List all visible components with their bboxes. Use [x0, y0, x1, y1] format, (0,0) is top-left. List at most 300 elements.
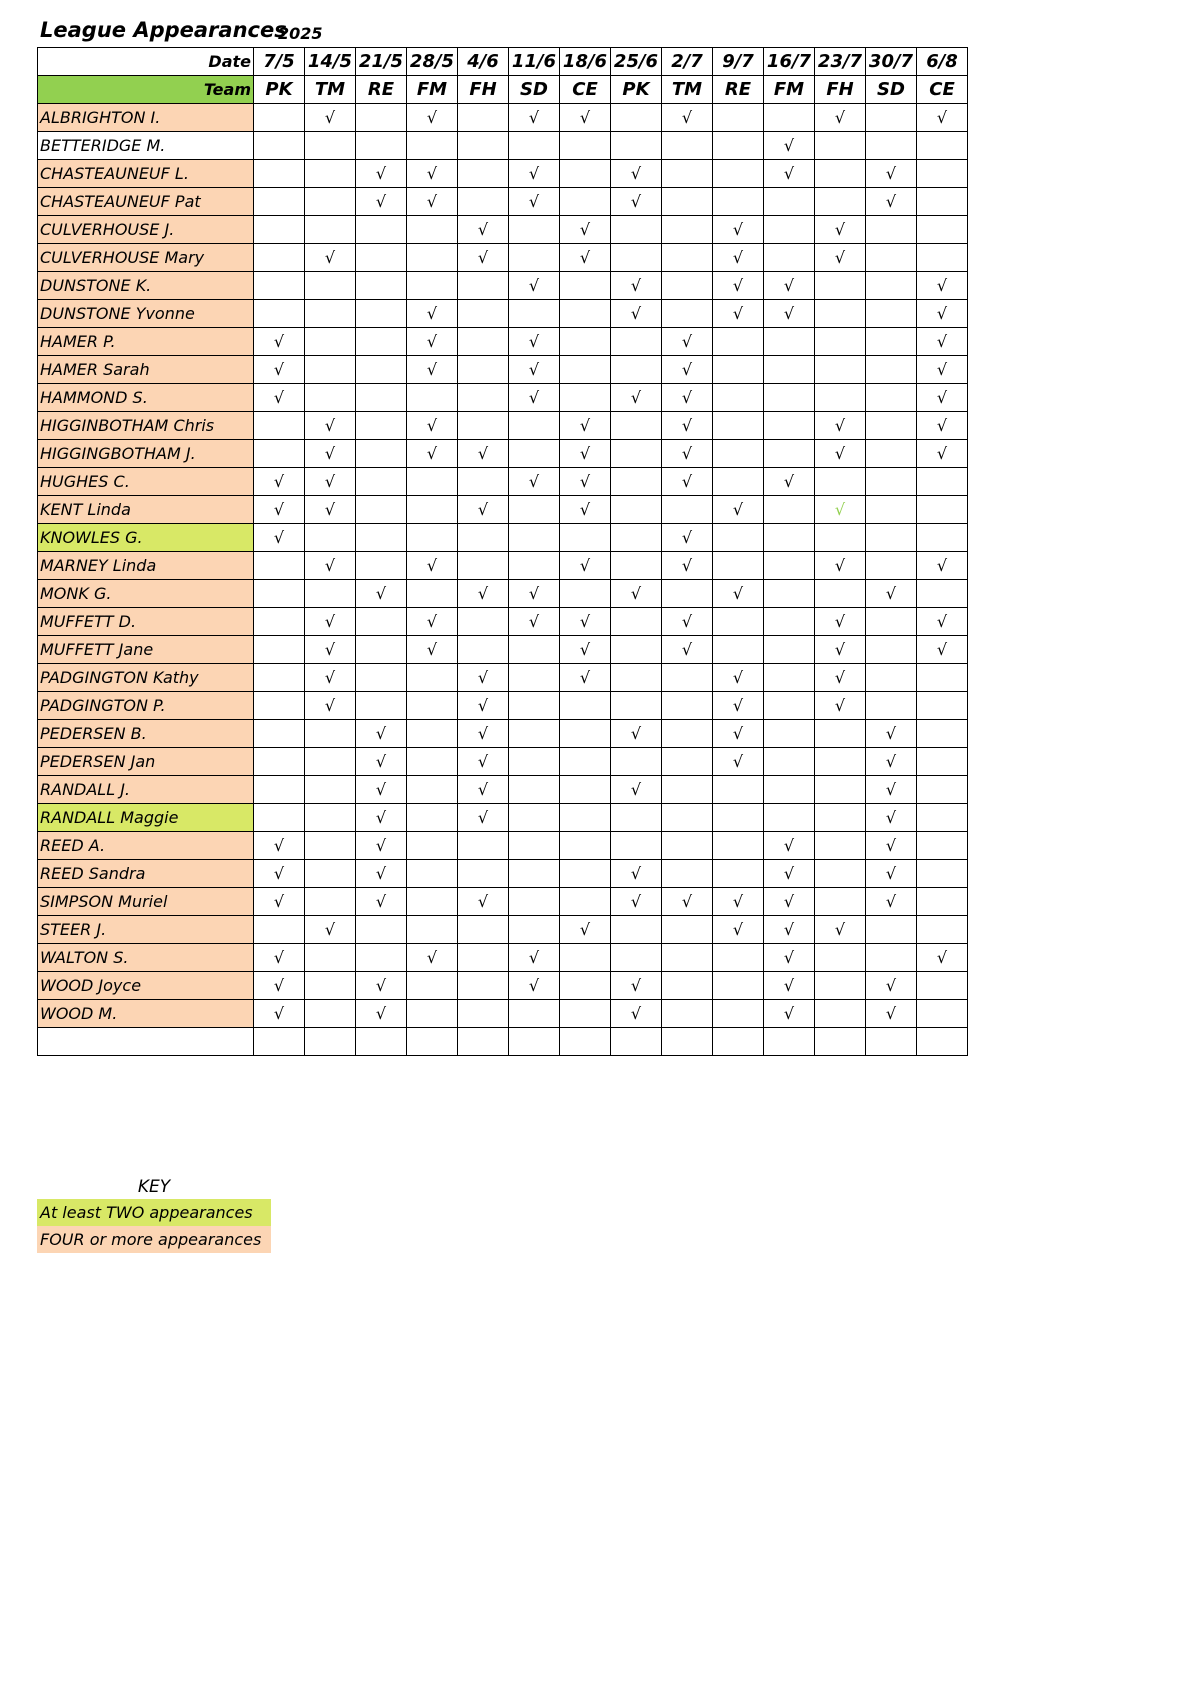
- appearance-check: √: [305, 440, 356, 468]
- player-name: KNOWLES G.: [38, 524, 254, 552]
- appearance-check: √: [815, 916, 866, 944]
- appearance-check: √: [356, 188, 407, 216]
- date-header-cell: 30/7: [866, 48, 917, 76]
- appearance-cell: [356, 524, 407, 552]
- appearance-check: √: [662, 412, 713, 440]
- appearance-cell: [254, 132, 305, 160]
- appearance-cell: [509, 888, 560, 916]
- player-name: HUGHES C.: [38, 468, 254, 496]
- appearance-check: √: [407, 104, 458, 132]
- team-header-cell: SD: [509, 76, 560, 104]
- appearance-check: √: [458, 496, 509, 524]
- appearance-check: √: [254, 972, 305, 1000]
- player-name: REED Sandra: [38, 860, 254, 888]
- appearance-cell: [356, 412, 407, 440]
- player-name: WOOD M.: [38, 1000, 254, 1028]
- appearance-cell: [662, 132, 713, 160]
- appearance-cell: [458, 972, 509, 1000]
- appearance-check: √: [305, 496, 356, 524]
- appearance-cell: [509, 776, 560, 804]
- appearance-cell: [407, 272, 458, 300]
- appearance-cell: [917, 244, 968, 272]
- appearance-cell: [662, 860, 713, 888]
- empty-cell: [356, 1028, 407, 1056]
- appearance-check: √: [305, 636, 356, 664]
- appearance-check: √: [509, 580, 560, 608]
- appearance-check: √: [356, 860, 407, 888]
- appearance-cell: [713, 636, 764, 664]
- appearance-cell: [662, 300, 713, 328]
- appearance-cell: [458, 832, 509, 860]
- appearance-check: √: [815, 636, 866, 664]
- appearance-cell: [560, 356, 611, 384]
- appearance-cell: [305, 384, 356, 412]
- player-name: MUFFETT Jane: [38, 636, 254, 664]
- appearance-cell: [764, 440, 815, 468]
- player-row: [38, 188, 968, 216]
- appearance-cell: [611, 244, 662, 272]
- appearance-check: √: [611, 776, 662, 804]
- appearance-check: √: [764, 972, 815, 1000]
- appearance-check: √: [713, 496, 764, 524]
- player-row: [38, 552, 968, 580]
- appearance-check: √: [458, 804, 509, 832]
- appearance-cell: [407, 496, 458, 524]
- appearance-cell: [815, 832, 866, 860]
- appearance-check: √: [254, 860, 305, 888]
- date-header-cell: 14/5: [305, 48, 356, 76]
- appearance-cell: [764, 580, 815, 608]
- appearance-cell: [458, 188, 509, 216]
- appearance-cell: [815, 776, 866, 804]
- appearance-cell: [917, 804, 968, 832]
- appearance-cell: [458, 916, 509, 944]
- appearance-cell: [764, 496, 815, 524]
- team-header-cell: FH: [458, 76, 509, 104]
- appearance-cell: [305, 216, 356, 244]
- appearance-cell: [356, 664, 407, 692]
- appearance-check: √: [611, 272, 662, 300]
- appearance-cell: [866, 440, 917, 468]
- appearance-cell: [713, 412, 764, 440]
- appearance-cell: [407, 916, 458, 944]
- appearance-cell: [356, 384, 407, 412]
- appearance-check: √: [917, 300, 968, 328]
- appearance-cell: [917, 524, 968, 552]
- appearance-cell: [254, 552, 305, 580]
- player-name: DUNSTONE K.: [38, 272, 254, 300]
- appearance-cell: [509, 664, 560, 692]
- appearance-cell: [611, 552, 662, 580]
- appearance-check: √: [713, 580, 764, 608]
- appearance-check: √: [713, 272, 764, 300]
- appearance-check: √: [407, 412, 458, 440]
- appearance-cell: [305, 272, 356, 300]
- appearance-cell: [458, 132, 509, 160]
- appearance-cell: [356, 216, 407, 244]
- empty-cell: [662, 1028, 713, 1056]
- appearance-cell: [662, 216, 713, 244]
- appearance-cell: [611, 104, 662, 132]
- appearance-cell: [713, 552, 764, 580]
- appearance-cell: [917, 776, 968, 804]
- player-row: [38, 972, 968, 1000]
- appearance-cell: [254, 916, 305, 944]
- player-row: [38, 720, 968, 748]
- appearance-check: √: [560, 244, 611, 272]
- appearance-cell: [254, 188, 305, 216]
- appearance-cell: [509, 496, 560, 524]
- appearance-check: √: [815, 216, 866, 244]
- appearance-cell: [305, 580, 356, 608]
- appearance-cell: [662, 916, 713, 944]
- appearance-cell: [662, 944, 713, 972]
- appearance-cell: [407, 468, 458, 496]
- appearance-check: √: [713, 664, 764, 692]
- appearance-cell: [305, 188, 356, 216]
- appearance-cell: [764, 692, 815, 720]
- appearance-cell: [815, 328, 866, 356]
- appearance-cell: [866, 468, 917, 496]
- appearance-cell: [305, 356, 356, 384]
- empty-cell: [560, 1028, 611, 1056]
- appearance-cell: [662, 496, 713, 524]
- appearance-cell: [560, 972, 611, 1000]
- player-name: DUNSTONE Yvonne: [38, 300, 254, 328]
- appearance-check: √: [764, 916, 815, 944]
- team-header-row: [38, 76, 968, 104]
- appearance-check: √: [662, 888, 713, 916]
- appearance-check: √: [866, 804, 917, 832]
- appearance-cell: [662, 748, 713, 776]
- appearance-cell: [458, 300, 509, 328]
- appearance-check-green: √: [815, 496, 866, 524]
- appearance-check: √: [662, 104, 713, 132]
- appearance-check: √: [866, 888, 917, 916]
- appearance-check: √: [356, 580, 407, 608]
- appearance-cell: [509, 860, 560, 888]
- appearance-cell: [407, 972, 458, 1000]
- appearance-cell: [815, 468, 866, 496]
- appearance-check: √: [509, 608, 560, 636]
- appearance-cell: [509, 832, 560, 860]
- date-header-cell: 16/7: [764, 48, 815, 76]
- appearance-cell: [917, 132, 968, 160]
- player-row: [38, 440, 968, 468]
- appearance-check: √: [254, 524, 305, 552]
- appearance-cell: [866, 132, 917, 160]
- appearance-check: √: [917, 608, 968, 636]
- appearance-check: √: [356, 972, 407, 1000]
- appearance-cell: [254, 244, 305, 272]
- appearance-check: √: [407, 636, 458, 664]
- appearance-cell: [917, 1000, 968, 1028]
- appearance-cell: [764, 776, 815, 804]
- appearance-check: √: [662, 552, 713, 580]
- appearance-cell: [407, 580, 458, 608]
- appearance-cell: [560, 1000, 611, 1028]
- appearance-cell: [356, 300, 407, 328]
- appearance-check: √: [917, 552, 968, 580]
- date-header-row: [38, 48, 968, 76]
- player-row: [38, 860, 968, 888]
- player-row: [38, 244, 968, 272]
- appearance-check: √: [509, 384, 560, 412]
- appearance-cell: [866, 636, 917, 664]
- team-header-cell: FM: [764, 76, 815, 104]
- appearance-cell: [305, 972, 356, 1000]
- appearance-cell: [764, 104, 815, 132]
- appearance-check: √: [815, 692, 866, 720]
- appearance-cell: [917, 188, 968, 216]
- appearance-cell: [764, 356, 815, 384]
- appearance-check: √: [611, 300, 662, 328]
- player-row: [38, 300, 968, 328]
- player-row: [38, 748, 968, 776]
- appearance-check: √: [509, 468, 560, 496]
- appearance-cell: [254, 804, 305, 832]
- player-name: WALTON S.: [38, 944, 254, 972]
- appearance-cell: [764, 720, 815, 748]
- appearance-check: √: [254, 468, 305, 496]
- player-row: [38, 580, 968, 608]
- appearance-cell: [815, 272, 866, 300]
- appearance-cell: [917, 692, 968, 720]
- appearance-check: √: [407, 328, 458, 356]
- appearance-cell: [866, 300, 917, 328]
- empty-cell: [713, 1028, 764, 1056]
- player-row: [38, 496, 968, 524]
- appearance-cell: [713, 188, 764, 216]
- empty-cell: [866, 1028, 917, 1056]
- appearance-check: √: [866, 832, 917, 860]
- appearance-cell: [917, 888, 968, 916]
- player-name: REED A.: [38, 832, 254, 860]
- key-four-or-more: FOUR or more appearances: [37, 1226, 271, 1253]
- appearance-check: √: [764, 944, 815, 972]
- appearance-check: √: [509, 356, 560, 384]
- appearance-check: √: [305, 552, 356, 580]
- appearance-cell: [305, 524, 356, 552]
- appearance-cell: [356, 608, 407, 636]
- appearance-check: √: [764, 300, 815, 328]
- appearance-check: √: [458, 692, 509, 720]
- appearance-check: √: [509, 972, 560, 1000]
- appearance-cell: [254, 300, 305, 328]
- appearance-cell: [560, 384, 611, 412]
- appearance-cell: [560, 832, 611, 860]
- player-row: [38, 636, 968, 664]
- appearance-check: √: [764, 1000, 815, 1028]
- appearance-cell: [866, 328, 917, 356]
- appearance-cell: [560, 720, 611, 748]
- appearance-cell: [662, 244, 713, 272]
- appearance-cell: [611, 496, 662, 524]
- appearance-cell: [509, 804, 560, 832]
- appearance-check: √: [356, 888, 407, 916]
- player-name: PADGINGTON Kathy: [38, 664, 254, 692]
- appearance-check: √: [662, 440, 713, 468]
- appearance-check: √: [560, 412, 611, 440]
- appearance-cell: [866, 496, 917, 524]
- appearance-cell: [458, 860, 509, 888]
- date-header-label: Date: [38, 48, 254, 76]
- year-label: 2025: [278, 24, 323, 43]
- appearance-cell: [560, 328, 611, 356]
- date-header-cell: 9/7: [713, 48, 764, 76]
- appearance-check: √: [611, 720, 662, 748]
- appearance-cell: [866, 552, 917, 580]
- appearance-cell: [254, 272, 305, 300]
- appearance-check: √: [305, 244, 356, 272]
- appearance-check: √: [764, 160, 815, 188]
- appearance-check: √: [815, 412, 866, 440]
- appearance-cell: [662, 664, 713, 692]
- appearance-cell: [560, 776, 611, 804]
- appearance-check: √: [866, 972, 917, 1000]
- appearance-cell: [866, 692, 917, 720]
- player-row: [38, 524, 968, 552]
- appearance-check: √: [407, 160, 458, 188]
- appearance-check: √: [611, 860, 662, 888]
- appearance-cell: [713, 860, 764, 888]
- appearance-check: √: [611, 580, 662, 608]
- empty-cell: [458, 1028, 509, 1056]
- appearance-cell: [356, 104, 407, 132]
- appearance-cell: [764, 188, 815, 216]
- appearance-cell: [356, 272, 407, 300]
- appearance-cell: [662, 776, 713, 804]
- appearance-cell: [356, 356, 407, 384]
- appearance-cell: [713, 608, 764, 636]
- appearance-check: √: [866, 748, 917, 776]
- appearance-cell: [509, 412, 560, 440]
- team-header-cell: CE: [560, 76, 611, 104]
- appearance-cell: [611, 832, 662, 860]
- appearance-cell: [662, 972, 713, 1000]
- player-row: [38, 468, 968, 496]
- appearance-cell: [560, 524, 611, 552]
- player-name: ALBRIGHTON I.: [38, 104, 254, 132]
- appearance-cell: [407, 692, 458, 720]
- appearance-cell: [815, 300, 866, 328]
- appearance-check: √: [560, 608, 611, 636]
- appearance-check: √: [458, 748, 509, 776]
- appearance-cell: [917, 216, 968, 244]
- appearance-check: √: [764, 888, 815, 916]
- empty-cell: [305, 1028, 356, 1056]
- appearance-check: √: [917, 104, 968, 132]
- appearance-cell: [407, 384, 458, 412]
- appearance-cell: [305, 804, 356, 832]
- appearance-check: √: [866, 720, 917, 748]
- appearance-cell: [305, 888, 356, 916]
- appearance-check: √: [305, 468, 356, 496]
- appearance-check: √: [356, 776, 407, 804]
- appearance-check: √: [815, 664, 866, 692]
- appearance-check: √: [917, 328, 968, 356]
- appearance-cell: [713, 440, 764, 468]
- appearance-cell: [560, 888, 611, 916]
- appearance-check: √: [713, 692, 764, 720]
- appearance-cell: [764, 608, 815, 636]
- date-header-cell: 2/7: [662, 48, 713, 76]
- appearance-check: √: [662, 608, 713, 636]
- appearance-check: √: [917, 636, 968, 664]
- appearance-cell: [509, 1000, 560, 1028]
- appearance-check: √: [764, 468, 815, 496]
- appearance-cell: [254, 104, 305, 132]
- appearance-cell: [560, 272, 611, 300]
- player-row: [38, 804, 968, 832]
- date-header-cell: 18/6: [560, 48, 611, 76]
- appearance-check: √: [254, 356, 305, 384]
- appearance-cell: [713, 776, 764, 804]
- appearance-cell: [917, 664, 968, 692]
- appearance-check: √: [254, 888, 305, 916]
- appearance-cell: [866, 216, 917, 244]
- appearance-cell: [407, 524, 458, 552]
- appearance-cell: [713, 468, 764, 496]
- appearance-check: √: [509, 188, 560, 216]
- appearance-check: √: [917, 384, 968, 412]
- appearance-cell: [611, 748, 662, 776]
- appearance-cell: [407, 664, 458, 692]
- appearance-check: √: [254, 1000, 305, 1028]
- appearance-cell: [254, 664, 305, 692]
- appearance-cell: [356, 132, 407, 160]
- empty-cell: [509, 1028, 560, 1056]
- appearance-cell: [356, 552, 407, 580]
- date-header-cell: 25/6: [611, 48, 662, 76]
- appearance-cell: [815, 356, 866, 384]
- date-header-cell: 11/6: [509, 48, 560, 76]
- date-header-cell: 21/5: [356, 48, 407, 76]
- team-header-cell: SD: [866, 76, 917, 104]
- appearance-cell: [815, 888, 866, 916]
- appearance-cell: [254, 580, 305, 608]
- player-name: HIGGINGBOTHAM J.: [38, 440, 254, 468]
- player-row: [38, 412, 968, 440]
- appearance-check: √: [662, 636, 713, 664]
- appearance-cell: [509, 216, 560, 244]
- team-header-cell: RE: [356, 76, 407, 104]
- appearance-cell: [254, 440, 305, 468]
- appearance-check: √: [866, 776, 917, 804]
- appearance-cell: [815, 720, 866, 748]
- player-row: [38, 692, 968, 720]
- date-header-cell: 7/5: [254, 48, 305, 76]
- appearance-check: √: [560, 468, 611, 496]
- appearance-check: √: [356, 804, 407, 832]
- appearance-cell: [509, 300, 560, 328]
- player-row: [38, 272, 968, 300]
- appearance-cell: [866, 104, 917, 132]
- appearance-cell: [866, 524, 917, 552]
- player-name: KENT Linda: [38, 496, 254, 524]
- appearance-check: √: [458, 580, 509, 608]
- appearance-cell: [866, 412, 917, 440]
- date-header-cell: 23/7: [815, 48, 866, 76]
- appearance-cell: [458, 384, 509, 412]
- appearance-check: √: [917, 356, 968, 384]
- appearance-cell: [560, 804, 611, 832]
- appearance-cell: [611, 636, 662, 664]
- appearance-check: √: [560, 496, 611, 524]
- appearance-cell: [917, 160, 968, 188]
- appearance-cell: [917, 916, 968, 944]
- appearance-cell: [407, 720, 458, 748]
